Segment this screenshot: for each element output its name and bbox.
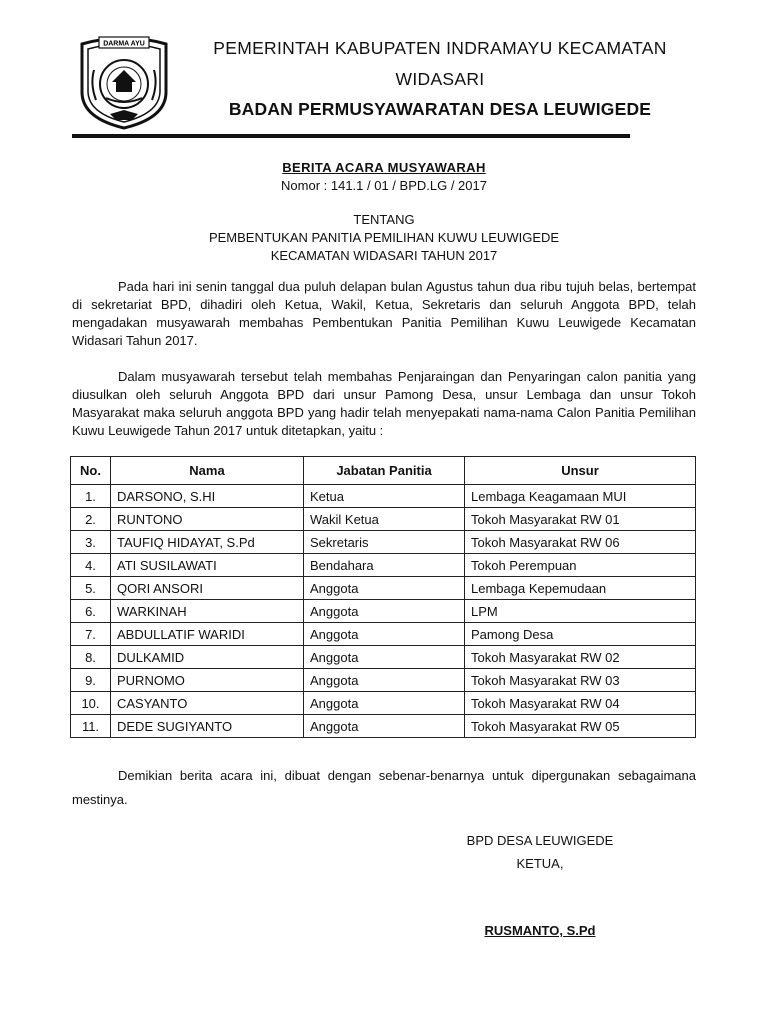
column-header-unsur: Unsur bbox=[465, 457, 696, 485]
table-row bbox=[71, 692, 696, 715]
member-name: TAUFIQ HIDAYAT, S.Pd bbox=[111, 531, 304, 554]
member-name: ATI SUSILAWATI bbox=[111, 554, 304, 577]
subject-line-1: PEMBENTUKAN PANITIA PEMILIHAN KUWU LEUWIGEDE bbox=[208, 230, 560, 245]
row-number: 4. bbox=[71, 554, 111, 577]
member-name: QORI ANSORI bbox=[111, 577, 304, 600]
document-title: BERITA ACARA MUSYAWARAH bbox=[282, 160, 486, 175]
row-number: 6. bbox=[71, 600, 111, 623]
table-row bbox=[71, 485, 696, 508]
row-number: 8. bbox=[71, 646, 111, 669]
table-row bbox=[71, 646, 696, 669]
letterhead-agency-name: BADAN PERMUSYAWARATAN DESA LEUWIGEDE bbox=[228, 99, 652, 119]
member-position: Wakil Ketua bbox=[304, 508, 465, 531]
member-name: PURNOMO bbox=[111, 669, 304, 692]
table-row bbox=[71, 577, 696, 600]
table-row bbox=[71, 554, 696, 577]
table-row bbox=[71, 600, 696, 623]
member-name: WARKINAH bbox=[111, 600, 304, 623]
member-name: RUNTONO bbox=[111, 508, 304, 531]
member-name: DULKAMID bbox=[111, 646, 304, 669]
member-element: Lembaga Keagamaan MUI bbox=[465, 485, 696, 508]
member-name: CASYANTO bbox=[111, 692, 304, 715]
member-position: Anggota bbox=[304, 600, 465, 623]
table-row bbox=[71, 508, 696, 531]
letterhead-district-line: WIDASARI bbox=[395, 69, 485, 89]
discussion-paragraph: Dalam musyawarah tersebut telah membahas Penjaraingan dan Penyaringan calon panitia yang diusulkan oleh seluruh Anggota BPD dari unsur Pamong Desa, unsur Lembaga dan unsur Tokoh Masyarakat maka seluruh anggota BPD yang hadir telah menyepakati nama-nama Calon Panitia Pemilihan Kuwu Leuwigede Tahun 2017 untuk ditetapkan, yaitu : bbox=[72, 369, 696, 438]
document-number: Nomor : 141.1 / 01 / BPD.LG / 2017 bbox=[281, 178, 487, 193]
letterhead-government-line: PEMERINTAH KABUPATEN INDRAMAYU KECAMATAN bbox=[213, 38, 667, 58]
subject-heading: TENTANG bbox=[353, 212, 415, 227]
member-element: Tokoh Masyarakat RW 02 bbox=[465, 646, 696, 669]
logo-banner-text: DARMA AYU bbox=[103, 40, 145, 48]
member-position: Sekretaris bbox=[304, 531, 465, 554]
column-header-nama: Nama bbox=[111, 457, 304, 485]
table-row bbox=[71, 531, 696, 554]
table-row bbox=[71, 715, 696, 738]
member-element: LPM bbox=[465, 600, 696, 623]
member-position: Anggota bbox=[304, 692, 465, 715]
closing-paragraph: Demikian berita acara ini, dibuat dengan sebenar-benarnya untuk dipergunakan sebagaimana mestinya. bbox=[72, 768, 696, 807]
member-name: ABDULLATIF WARIDI bbox=[111, 623, 304, 646]
member-position: Anggota bbox=[304, 715, 465, 738]
member-position: Anggota bbox=[304, 623, 465, 646]
column-header-no: No. bbox=[71, 457, 111, 485]
signature-role: KETUA, bbox=[516, 856, 564, 871]
member-element: Tokoh Masyarakat RW 01 bbox=[465, 508, 696, 531]
regency-emblem-logo bbox=[72, 34, 176, 130]
row-number: 3. bbox=[71, 531, 111, 554]
member-element: Pamong Desa bbox=[465, 623, 696, 646]
table-row bbox=[71, 669, 696, 692]
member-position: Anggota bbox=[304, 577, 465, 600]
member-position: Ketua bbox=[304, 485, 465, 508]
opening-paragraph: Pada hari ini senin tanggal dua puluh delapan bulan Agustus tahun dua ribu tujuh belas, bertempat di sekretariat BPD, dihadiri oleh Ketua, Wakil, Ketua, Sekretaris dan seluruh Anggota BPD, telah mengadakan musyawarah membahas Pembentukan Panitia Pemilihan Kuwu Leuwigede Kecamatan Widasari Tahun 2017. bbox=[72, 279, 696, 348]
committee-members-table bbox=[70, 456, 696, 738]
member-element: Tokoh Perempuan bbox=[465, 554, 696, 577]
signatory-name: RUSMANTO, S.Pd bbox=[484, 923, 596, 938]
member-name: DEDE SUGIYANTO bbox=[111, 715, 304, 738]
member-name: DARSONO, S.HI bbox=[111, 485, 304, 508]
table-row bbox=[71, 623, 696, 646]
signature-organization: BPD DESA LEUWIGEDE bbox=[466, 833, 614, 848]
member-position: Anggota bbox=[304, 669, 465, 692]
member-element: Lembaga Kepemudaan bbox=[465, 577, 696, 600]
member-element: Tokoh Masyarakat RW 05 bbox=[465, 715, 696, 738]
row-number: 2. bbox=[71, 508, 111, 531]
row-number: 10. bbox=[71, 692, 111, 715]
column-header-jabatan: Jabatan Panitia bbox=[304, 457, 465, 485]
row-number: 9. bbox=[71, 669, 111, 692]
member-element: Tokoh Masyarakat RW 06 bbox=[465, 531, 696, 554]
table-header-row bbox=[71, 457, 696, 485]
member-position: Bendahara bbox=[304, 554, 465, 577]
member-element: Tokoh Masyarakat RW 03 bbox=[465, 669, 696, 692]
row-number: 1. bbox=[71, 485, 111, 508]
subject-line-2: KECAMATAN WIDASARI TAHUN 2017 bbox=[270, 248, 498, 263]
letterhead-divider bbox=[72, 134, 630, 138]
member-element: Tokoh Masyarakat RW 04 bbox=[465, 692, 696, 715]
row-number: 7. bbox=[71, 623, 111, 646]
member-position: Anggota bbox=[304, 646, 465, 669]
row-number: 5. bbox=[71, 577, 111, 600]
row-number: 11. bbox=[71, 715, 111, 738]
